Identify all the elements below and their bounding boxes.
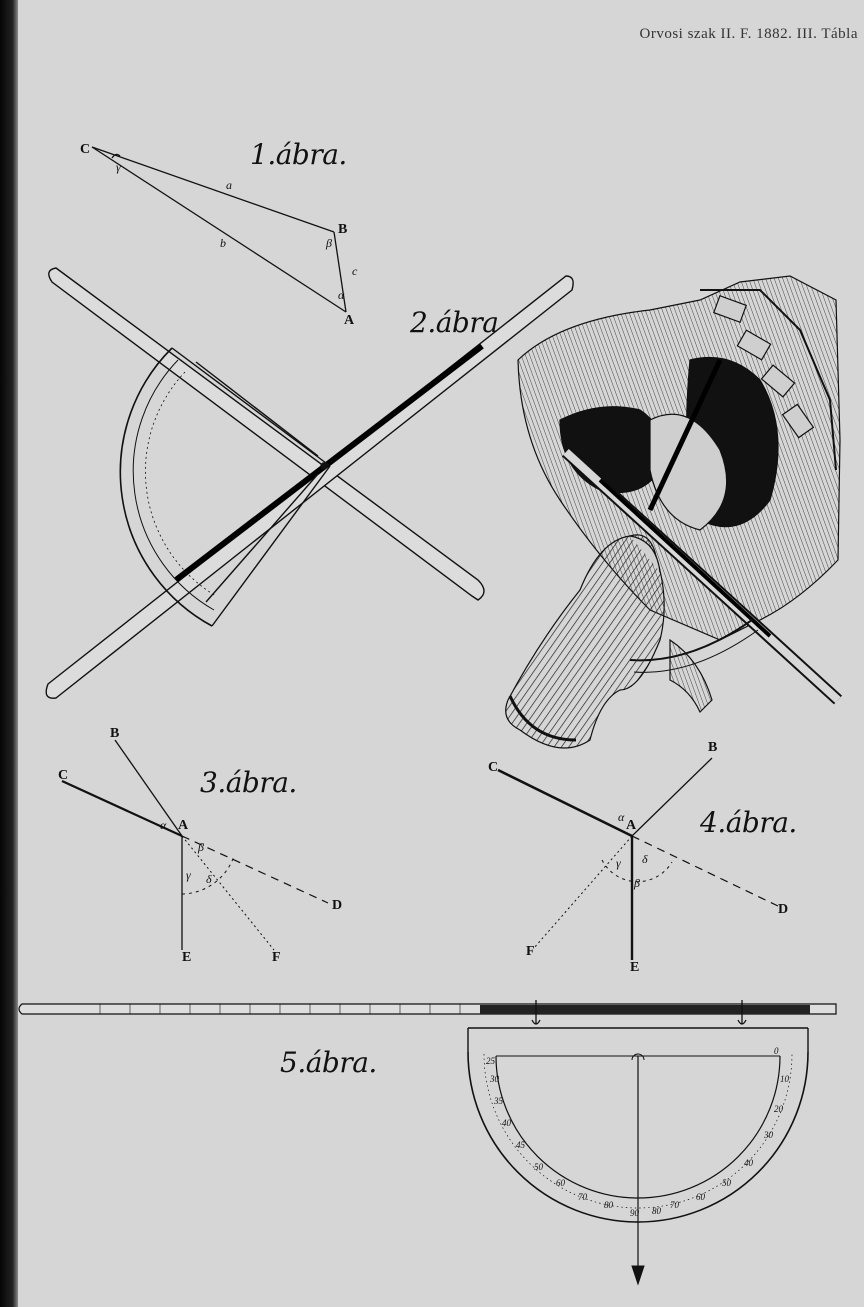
fig5-instrument bbox=[19, 1000, 836, 1284]
fig5-label: 60 bbox=[696, 1192, 705, 1202]
fig5-label: 20 bbox=[774, 1104, 783, 1114]
fig5-label: 30 bbox=[490, 1074, 499, 1084]
fig4-point-e: E bbox=[630, 960, 640, 975]
fig4-angle-delta: δ bbox=[642, 852, 648, 866]
fig3-angle-beta: β bbox=[198, 840, 204, 854]
fig4-point-b: B bbox=[708, 740, 718, 755]
fig5-label: 25 bbox=[486, 1056, 495, 1066]
fig1-side-a: a bbox=[226, 178, 232, 192]
fig1-title: 1.ábra. bbox=[250, 138, 347, 171]
fig1-angle-alpha: α bbox=[338, 288, 345, 302]
fig1-angle-beta: β bbox=[326, 236, 332, 250]
anatomy-illustration bbox=[506, 276, 840, 748]
fig5-label: 70 bbox=[670, 1200, 679, 1210]
fig1-angle-gamma: γ bbox=[116, 160, 121, 174]
fig3-point-d: D bbox=[332, 898, 343, 913]
fig4-angle-beta: β bbox=[634, 876, 640, 890]
fig5-label: 40 bbox=[744, 1158, 753, 1168]
fig1-side-b: b bbox=[220, 236, 226, 250]
fig5-label: 30 bbox=[764, 1130, 773, 1140]
fig5-label: 80 bbox=[652, 1206, 661, 1216]
fig3-angle-alpha: α bbox=[160, 818, 167, 832]
fig5-label: 50 bbox=[722, 1178, 731, 1188]
fig4-point-d: D bbox=[778, 902, 789, 917]
fig5-label: 0 bbox=[774, 1046, 779, 1056]
fig5-label: 40 bbox=[502, 1118, 511, 1128]
fig3-point-f: F bbox=[272, 950, 281, 965]
fig1-point-a: A bbox=[344, 313, 355, 328]
fig4-point-a: A bbox=[626, 818, 637, 833]
fig1-side-c: c bbox=[352, 264, 358, 278]
fig5-label: 70 bbox=[578, 1192, 587, 1202]
fig5-label: 35 bbox=[494, 1096, 503, 1106]
fig5-label: 50 bbox=[534, 1162, 543, 1172]
fig2-title: 2.ábra bbox=[410, 306, 499, 339]
fig4-point-c: C bbox=[488, 760, 499, 775]
fig4-angle-alpha: α bbox=[618, 810, 625, 824]
fig5-label: 90 bbox=[630, 1208, 639, 1218]
fig4-diagram bbox=[498, 758, 778, 960]
fig4-angle-gamma: γ bbox=[616, 856, 621, 870]
fig3-point-a: A bbox=[178, 818, 189, 833]
fig3-point-b: B bbox=[110, 726, 120, 741]
fig1-point-c: C bbox=[80, 142, 91, 157]
fig5-label: 10 bbox=[780, 1074, 789, 1084]
fig4-title: 4.ábra. bbox=[700, 806, 797, 839]
fig3-point-e: E bbox=[182, 950, 192, 965]
fig5-label: 60 bbox=[556, 1178, 565, 1188]
fig3-angle-delta: δ bbox=[206, 872, 212, 886]
fig3-title: 3.ábra. bbox=[200, 766, 297, 799]
plate-header: Orvosi szak II. F. 1882. III. Tábla bbox=[639, 26, 858, 42]
fig5-label: 80 bbox=[604, 1200, 613, 1210]
fig5-title: 5.ábra. bbox=[280, 1046, 377, 1079]
fig4-point-f: F bbox=[526, 944, 535, 959]
fig3-angle-gamma: γ bbox=[186, 868, 191, 882]
fig5-label: 45 bbox=[516, 1140, 525, 1150]
fig1-point-b: B bbox=[338, 222, 348, 237]
fig3-point-c: C bbox=[58, 768, 69, 783]
fig1-triangle bbox=[92, 147, 346, 312]
